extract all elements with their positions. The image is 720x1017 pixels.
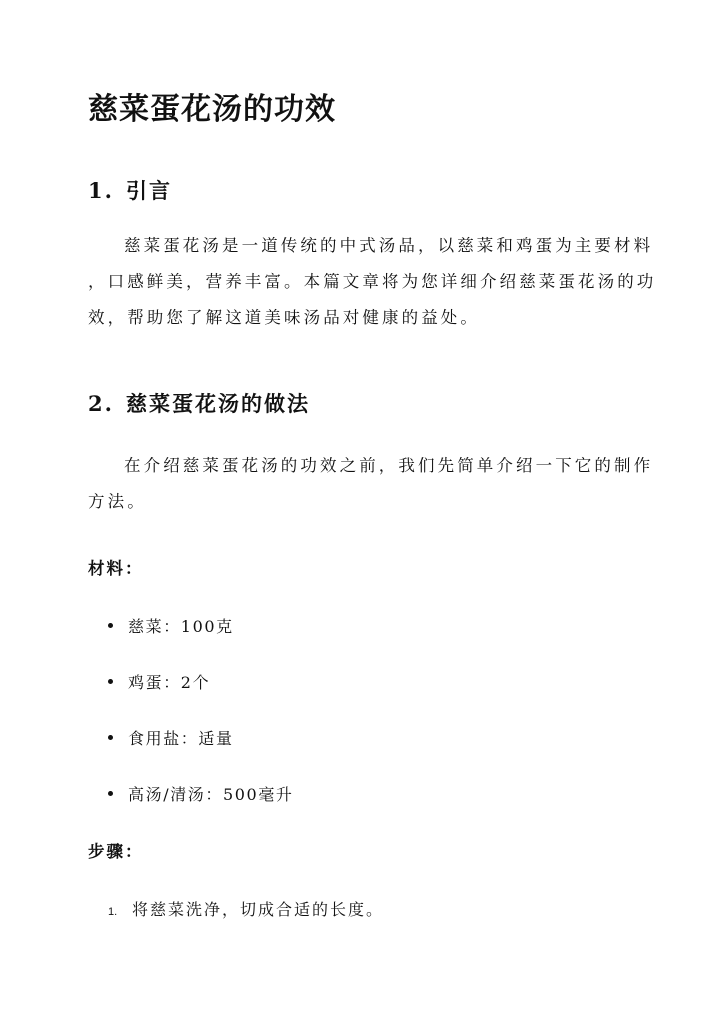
section-number: 2. [88,391,114,416]
list-item [108,782,294,805]
bullet-icon [108,791,113,796]
steps-label: 步骤： [88,842,144,861]
section-title: 慈菜蛋花汤的做法 [126,391,310,416]
paragraph-line: 效，帮助您了解这道美味汤品对健康的益处。 [88,308,480,327]
section-number: 1. [88,178,114,203]
materials-label: 材料： [88,559,144,578]
section-heading-method [88,388,310,418]
list-item [108,670,210,693]
paragraph-line: ，口感鲜美，营养丰富。本篇文章将为您详细介绍慈菜蛋花汤的功 [88,272,657,291]
section-title: 引言 [126,178,172,203]
list-item [108,614,234,637]
paragraph-line: 慈菜蛋花汤是一道传统的中式汤品，以慈菜和鸡蛋为主要材料 [124,236,654,255]
material-text: 鸡蛋：2个 [128,673,211,692]
bullet-icon [108,623,113,628]
paragraph-line: 在介绍慈菜蛋花汤的功效之前，我们先简单介绍一下它的制作 [124,456,654,475]
list-item [108,726,234,749]
material-text: 食用盐：适量 [128,729,234,748]
material-text: 慈菜：100克 [128,617,234,636]
intro-paragraph [88,228,657,336]
step-text: 将慈菜洗净，切成合适的长度。 [132,900,385,919]
document-title: 慈菜蛋花汤的功效 [88,92,336,127]
bullet-icon [108,679,113,684]
bullet-icon [108,735,113,740]
method-paragraph [88,448,654,520]
paragraph-line: 方法。 [88,492,147,511]
list-item [108,897,384,920]
step-number: 1. [108,906,118,918]
section-heading-intro [88,175,172,205]
material-text: 高汤/清汤：500毫升 [128,785,294,804]
